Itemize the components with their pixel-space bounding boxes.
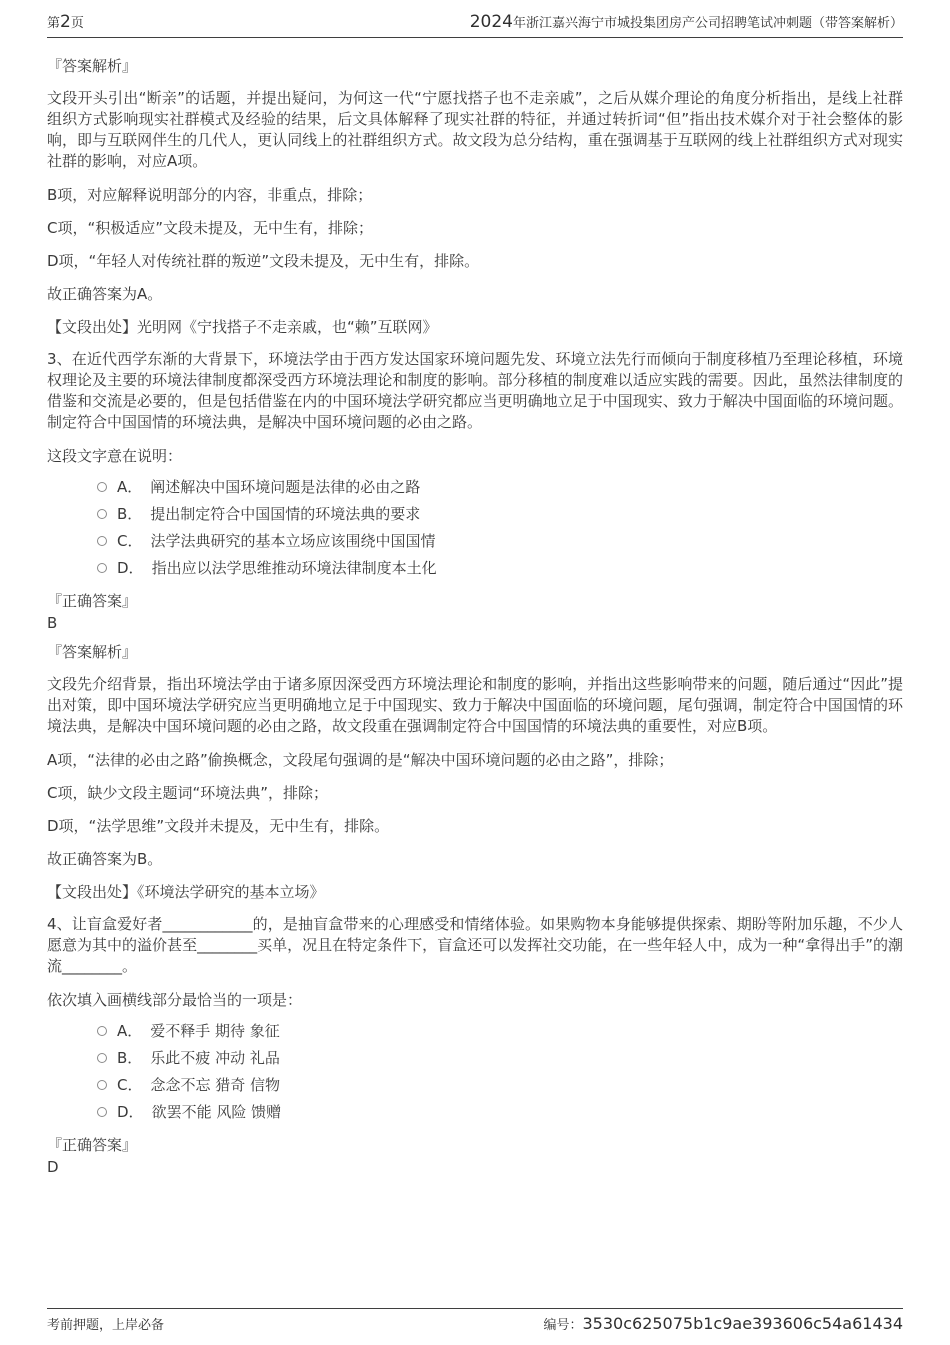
q2-note-b: B项，对应解释说明部分的内容，非重点，排除； bbox=[47, 186, 373, 204]
q2-note-d: D项，“年轻人对传统社群的叛逆”文段未提及，无中生有，排除。 bbox=[47, 252, 480, 270]
q3-conclusion: 故正确答案为B。 bbox=[47, 850, 163, 868]
option-letter: B． bbox=[117, 505, 143, 523]
q4-prompt: 依次填入画横线部分最恰当的一项是： bbox=[47, 991, 303, 1009]
footer-serial-label: 编号： bbox=[543, 1318, 583, 1333]
q3-option-c bbox=[97, 527, 903, 554]
radio-unchecked-icon[interactable] bbox=[97, 482, 107, 492]
q3-note-c: C项，缺少文段主题词“环境法典”，排除； bbox=[47, 784, 329, 802]
q3-question-text: 3、在近代西学东渐的大背景下，环境法学由于西方发达国家环境问题先发、环境立法先行而倾向于制度移植乃至理论移植，环境权理论及主要的环境法律制度都深受西方环境法理论和制度的影响。部分移植的制度难以适应实践的需要。因此，虽然法律制度的借鉴和交流是必要的，但是包括借鉴在内的中国环境法学研究都应当更明确地立足于中国现实、致力于解决中国面临的环境问题。制定符合中国国情的环境法典，是解决中国环境问题的必由之路。 bbox=[47, 350, 903, 431]
option-letter: A． bbox=[117, 1022, 143, 1040]
option-text: 念念不忘 猎奇 信物 bbox=[150, 1076, 281, 1094]
document-title-year: 2024 bbox=[469, 12, 513, 32]
q3-option-a bbox=[97, 473, 903, 500]
option-text: 提出制定符合中国国情的环境法典的要求 bbox=[150, 505, 421, 523]
document-title bbox=[470, 12, 903, 34]
page-number-value: 2 bbox=[60, 12, 71, 32]
q3-option-b bbox=[97, 500, 903, 527]
option-letter: D． bbox=[117, 559, 144, 577]
radio-unchecked-icon[interactable] bbox=[97, 1053, 107, 1063]
page-footer bbox=[47, 1308, 903, 1333]
q2-conclusion: 故正确答案为A。 bbox=[47, 285, 163, 303]
q3-option-d bbox=[97, 554, 903, 581]
q4-option-b bbox=[97, 1044, 903, 1071]
q3-correct-answer-value: B bbox=[47, 614, 58, 632]
option-letter: C． bbox=[117, 532, 143, 550]
q3-correct-answer-label: 『正确答案』 bbox=[47, 592, 138, 610]
radio-unchecked-icon[interactable] bbox=[97, 536, 107, 546]
page-header bbox=[47, 12, 903, 38]
option-letter: C． bbox=[117, 1076, 143, 1094]
option-text: 阐述解决中国环境问题是法律的必由之路 bbox=[150, 478, 421, 496]
q3-source: 【文段出处】《环境法学研究的基本立场》 bbox=[47, 883, 325, 901]
page-number bbox=[47, 12, 84, 34]
page-number-prefix: 第 bbox=[47, 16, 61, 31]
q4-option-c bbox=[97, 1071, 903, 1098]
q2-note-c: C项，“积极适应”文段未提及，无中生有，排除； bbox=[47, 219, 374, 237]
radio-unchecked-icon[interactable] bbox=[97, 509, 107, 519]
q4-option-d bbox=[97, 1098, 903, 1125]
footer-serial bbox=[543, 1314, 903, 1333]
q4-option-a bbox=[97, 1017, 903, 1044]
document-body bbox=[47, 46, 903, 1176]
page-number-suffix: 页 bbox=[70, 16, 84, 31]
option-letter: D． bbox=[117, 1103, 144, 1121]
q4-correct-answer-value: D bbox=[47, 1158, 59, 1176]
option-text: 指出应以法学思维推动环境法律制度本土化 bbox=[151, 559, 437, 577]
radio-unchecked-icon[interactable] bbox=[97, 1026, 107, 1036]
q4-question-text: 4、让盲盒爱好者____________的，是抽盲盒带来的心理感受和情绪体验。如果购物本身能够提供探索、期盼等附加乐趣，不少人愿意为其中的溢价甚至________买单，况且在特定条件下，盲盒还可以发挥社交功能，在一些年轻人中，成为一种“拿得出手”的潮流________。 bbox=[47, 915, 903, 975]
q3-note-d: D项，“法学思维”文段并未提及，无中生有，排除。 bbox=[47, 817, 390, 835]
document-title-text: 年浙江嘉兴海宁市城投集团房产公司招聘笔试冲刺题（带答案解析） bbox=[512, 16, 903, 31]
radio-unchecked-icon[interactable] bbox=[97, 563, 107, 573]
option-letter: A． bbox=[117, 478, 143, 496]
option-text: 欲罢不能 风险 馈赠 bbox=[151, 1103, 282, 1121]
q3-analysis-paragraph: 文段先介绍背景，指出环境法学由于诸多原因深受西方环境法理论和制度的影响，并指出这些影响带来的问题，随后通过“因此”提出对策，即中国环境法学研究应当更明确地立足于中国现实、致力于解决中国面临的环境问题，尾句强调，制定符合中国国情的环境法典，是解决中国环境问题的必由之路，故文段重在强调制定符合中国国情的环境法典的重要性，对应B项。 bbox=[47, 675, 903, 735]
radio-unchecked-icon[interactable] bbox=[97, 1080, 107, 1090]
option-text: 乐此不疲 冲动 礼品 bbox=[150, 1049, 280, 1067]
q4-correct-answer-label: 『正确答案』 bbox=[47, 1136, 138, 1154]
option-text: 法学法典研究的基本立场应该围绕中国国情 bbox=[150, 532, 436, 550]
footer-slogan: 考前押题，上岸必备 bbox=[47, 1318, 165, 1333]
q3-options bbox=[47, 473, 903, 581]
q2-analysis-paragraph: 文段开头引出“断亲”的话题，并提出疑问，为何这一代“宁愿找搭子也不走亲戚”，之后从媒介理论的角度分析指出，是线上社群组织方式影响现实社群模式及经验的结果，后文具体解释了现实社群的特征，并通过转折词“但”指出技术媒介对于社会整体的影响，即与互联网伴生的几代人，更认同线上的社群组织方式。故文段为总分结构，重在强调基于互联网的线上社群组织方式对现实社群的影响，对应A项。 bbox=[47, 89, 903, 170]
q2-analysis-label: 『答案解析』 bbox=[47, 57, 138, 75]
option-text: 爱不释手 期待 象征 bbox=[150, 1022, 280, 1040]
radio-unchecked-icon[interactable] bbox=[97, 1107, 107, 1117]
q3-prompt: 这段文字意在说明： bbox=[47, 447, 183, 465]
q3-note-a: A项，“法律的必由之路”偷换概念，文段尾句强调的是“解决中国环境问题的必由之路”，排除； bbox=[47, 751, 674, 769]
footer-serial-code: 3530c625075b1c9ae393606c54a61434 bbox=[582, 1314, 903, 1333]
option-letter: B． bbox=[117, 1049, 143, 1067]
q2-source: 【文段出处】光明网《宁找搭子不走亲戚，也“赖”互联网》 bbox=[47, 318, 438, 336]
q4-options bbox=[47, 1017, 903, 1125]
q3-analysis-label: 『答案解析』 bbox=[47, 643, 138, 661]
